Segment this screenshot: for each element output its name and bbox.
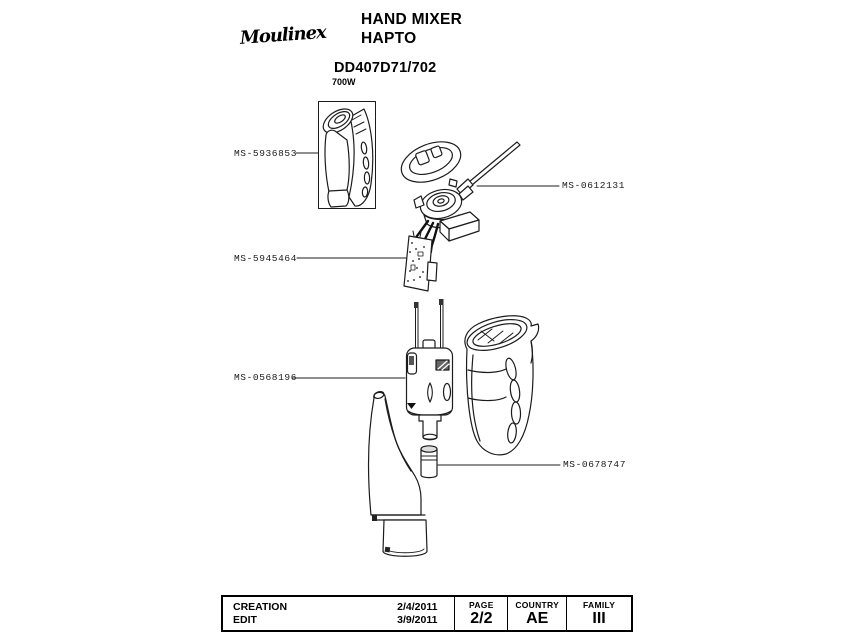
part-grip-shell — [464, 314, 539, 455]
edit-row — [223, 614, 454, 626]
part-coupling — [421, 446, 437, 478]
revision-table — [221, 595, 633, 632]
page-cell — [455, 597, 508, 630]
page-value: 2/2 — [470, 610, 493, 627]
creation-row — [223, 601, 454, 613]
power-rating: 700W — [332, 77, 356, 87]
part-number-drive-shaft: MS-0612131 — [562, 180, 626, 191]
country-value: AE — [526, 610, 549, 627]
creation-date: 2/4/2011 — [397, 600, 438, 613]
product-title-line1: HAND MIXER — [361, 11, 463, 28]
creation-label: CREATION — [233, 600, 288, 613]
revision-dates-cell — [223, 597, 455, 630]
edit-label: EDIT — [233, 614, 257, 627]
family-cell — [567, 597, 631, 630]
part-ring-cover — [396, 134, 467, 190]
part-motor-unit — [407, 299, 453, 440]
page-label: PAGE — [469, 600, 494, 610]
country-label: COUNTRY — [515, 600, 560, 610]
part-number-motor-unit: MS-0568196 — [234, 372, 298, 383]
part-circuit-board — [404, 231, 437, 291]
product-title-line2: HAPTO — [361, 30, 417, 47]
part-number-circuit-board: MS-5945464 — [234, 253, 298, 264]
model-number: DD407D71/702 — [334, 60, 437, 76]
brand-logo-text: Moulinex — [239, 21, 327, 49]
country-cell — [508, 597, 567, 630]
part-number-handle-shell: MS-5936853 — [234, 148, 298, 159]
family-label: FAMILY — [582, 600, 616, 610]
edit-date: 3/9/2011 — [397, 614, 438, 627]
family-value: III — [592, 610, 606, 627]
part-handle-shell — [319, 102, 376, 209]
part-number-coupling: MS-0678747 — [563, 459, 627, 470]
